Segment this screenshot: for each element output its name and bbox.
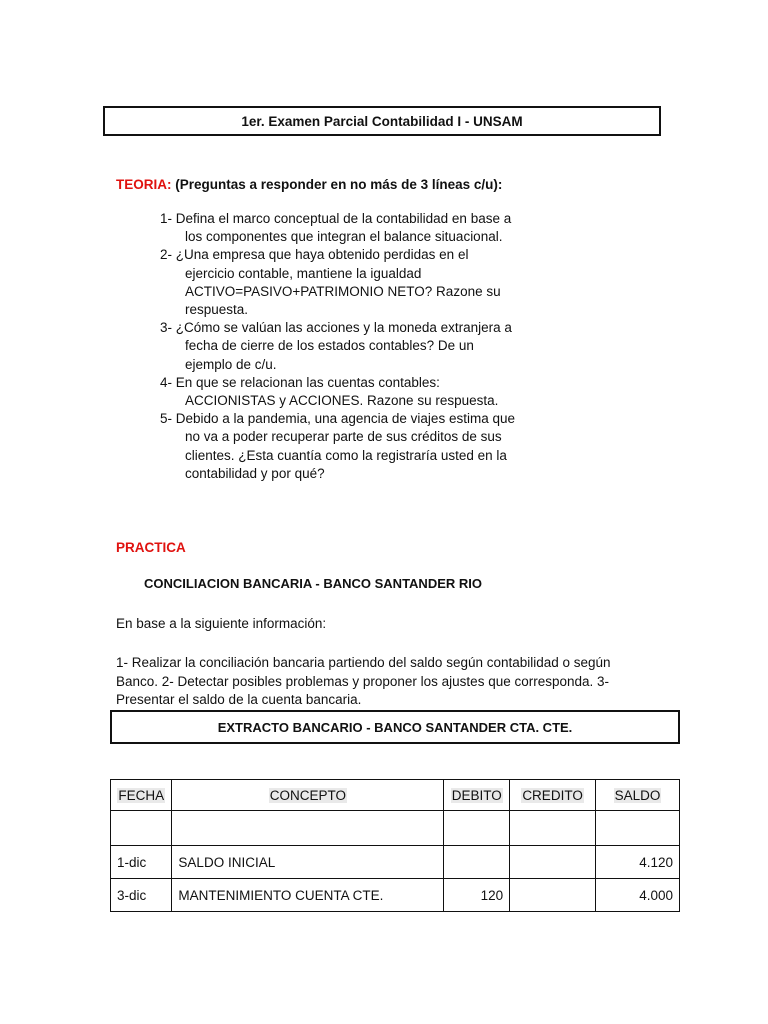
header-saldo: SALDO	[596, 780, 680, 811]
cell-debito	[444, 846, 510, 879]
teoria-label: TEORIA:	[116, 177, 172, 192]
question-item: 2- ¿Una empresa que haya obtenido perdidas en el ejercicio contable, mantiene la igualdad ACTIVO=PASIVO+PATRIMONIO NETO? Razone su respuesta.	[160, 247, 501, 318]
cell-debito: 120	[444, 879, 510, 912]
cell-empty	[596, 811, 680, 846]
practica-instructions: 1- Realizar la conciliación bancaria partiendo del saldo según contabilidad o según Banco. 2- Detectar posibles problemas y proponer los ajustes que corresponda. 3- Presentar el saldo de la cuenta bancaria.	[116, 655, 611, 707]
exam-title: 1er. Examen Parcial Contabilidad I - UNSAM	[241, 113, 523, 129]
header-concepto: CONCEPTO	[172, 780, 444, 811]
question-item: 4- En que se relacionan las cuentas contables: ACCIONISTAS y ACCIONES. Razone su respuesta.	[160, 374, 499, 409]
practica-heading: PRACTICA	[116, 540, 186, 555]
cell-saldo: 4.120	[596, 846, 680, 879]
cell-saldo: 4.000	[596, 879, 680, 912]
teoria-heading	[116, 177, 502, 192]
header-credito: CREDITO	[510, 780, 596, 811]
cell-concepto: SALDO INICIAL	[172, 846, 444, 879]
extracto-title: EXTRACTO BANCARIO - BANCO SANTANDER CTA. CTE.	[217, 719, 573, 735]
table-row-empty	[111, 811, 680, 846]
cell-empty	[444, 811, 510, 846]
table-row	[111, 846, 680, 879]
header-debito: DEBITO	[444, 780, 510, 811]
extracto-title-box	[110, 710, 680, 744]
question-item: 1- Defina el marco conceptual de la contabilidad en base a los componentes que integran el balance situacional.	[160, 211, 512, 245]
header-fecha: FECHA	[111, 780, 172, 811]
cell-credito	[510, 879, 596, 912]
table-header-row	[111, 780, 680, 811]
cell-fecha: 3-dic	[111, 879, 172, 912]
extracto-table	[110, 779, 680, 912]
question-item: 3- ¿Cómo se valúan las acciones y la moneda extranjera a fecha de cierre de los estados contables? De un ejemplo de c/u.	[160, 320, 512, 372]
practica-intro: En base a la siguiente información:	[116, 616, 327, 631]
question-item: 5- Debido a la pandemia, una agencia de viajes estima que no va a poder recuperar parte de sus créditos de sus clientes. ¿Esta cuantía como la registraría usted en la contabilidad y por qué?	[160, 411, 515, 481]
cell-fecha: 1-dic	[111, 846, 172, 879]
cell-credito	[510, 846, 596, 879]
practica-subtitle: CONCILIACION BANCARIA - BANCO SANTANDER RIO	[144, 576, 482, 591]
cell-empty	[111, 811, 172, 846]
table-row	[111, 879, 680, 912]
cell-empty	[172, 811, 444, 846]
exam-title-box	[103, 106, 661, 136]
cell-empty	[510, 811, 596, 846]
teoria-instruction: (Preguntas a responder en no más de 3 líneas c/u):	[175, 177, 503, 192]
question-list	[160, 210, 520, 483]
cell-concepto: MANTENIMIENTO CUENTA CTE.	[172, 879, 444, 912]
